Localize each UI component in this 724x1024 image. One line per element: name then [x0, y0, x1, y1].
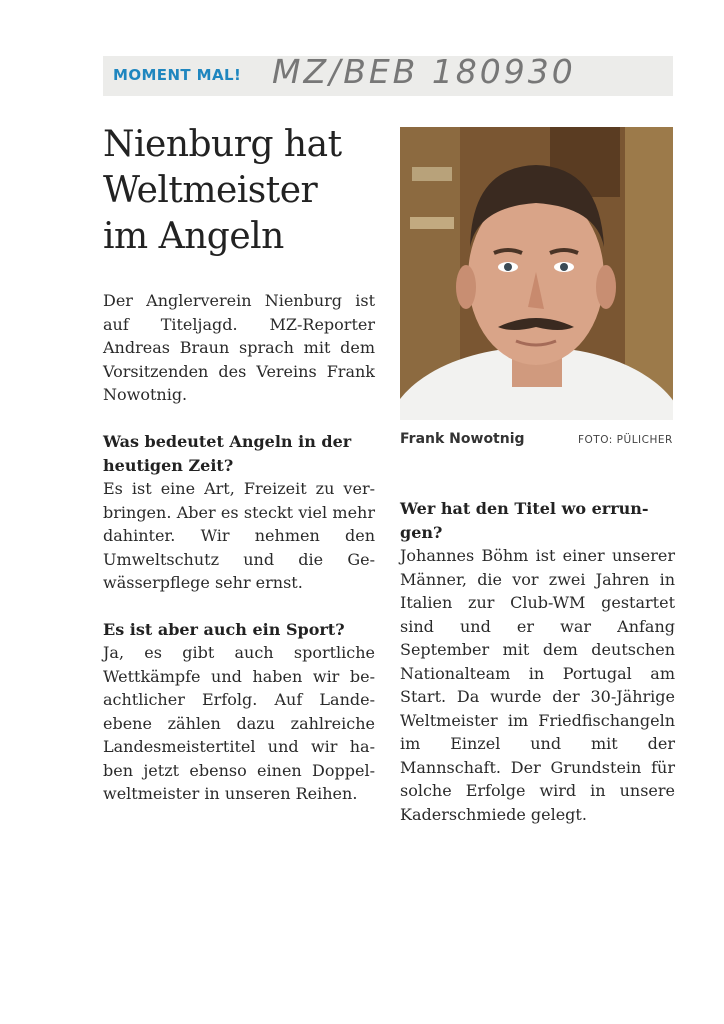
intro-paragraph: Der Anglerverein Nienburg ist auf Titeljagd. MZ-Reporter Andreas Braun sprach mit dem Vorsitzenden des Vereins Frank Nowotnig. — [103, 291, 375, 404]
interview-answer: Es ist eine Art, Freizeit zu verbringen. Aber es steckt viel mehr dahinter. Wir nehmen den Umweltschutz und die Gewässerpflege sehr ernst. — [103, 479, 375, 592]
handwritten-note: MZ/BEB 180930 — [272, 52, 576, 91]
paragraph-spacer — [103, 595, 375, 618]
interview-column-right — [400, 497, 675, 826]
interview-question: Was bedeutet Angeln in der heutigen Zeit? — [103, 432, 352, 475]
photo-caption: Frank Nowotnig — [400, 431, 525, 447]
portrait-photo — [400, 127, 673, 420]
interview-answer: Ja, es gibt auch sportliche Wettkämpfe und haben wir beachtlicher Erfolg. Auf Landeebene zählen dazu zahlreiche Landesmeistertitel und wir haben jetzt ebenso einen Doppelweltmeister in unseren Reihen. — [103, 643, 375, 803]
interview-question: Es ist aber auch ein Sport? — [103, 619, 345, 639]
headline-line: Weltmeister — [103, 170, 318, 211]
headline — [103, 122, 393, 260]
headline-line: Nienburg hat — [103, 124, 342, 165]
interview-question: Wer hat den Titel wo errungen? — [400, 499, 649, 542]
interview-answer: Johannes Böhm ist einer unserer Männer, die vor zwei Jahren in Italien zur Club-WM gestartet sind und er war Anfang September mit dem deutschen Nationalteam in Portugal am Start. Da wurde der 30-Jährige Weltmeister im Friedfischangeln im Einzel und mit der Mannschaft. Der Grundstein für solche Erfolge wird in unsere Kaderschmiede gelegt. — [400, 546, 675, 824]
interview-column-left — [103, 430, 375, 806]
headline-line: im Angeln — [103, 216, 284, 257]
photo-credit: FOTO: PÜLICHER — [578, 434, 673, 446]
rubric-label: MOMENT MAL! — [113, 66, 242, 84]
